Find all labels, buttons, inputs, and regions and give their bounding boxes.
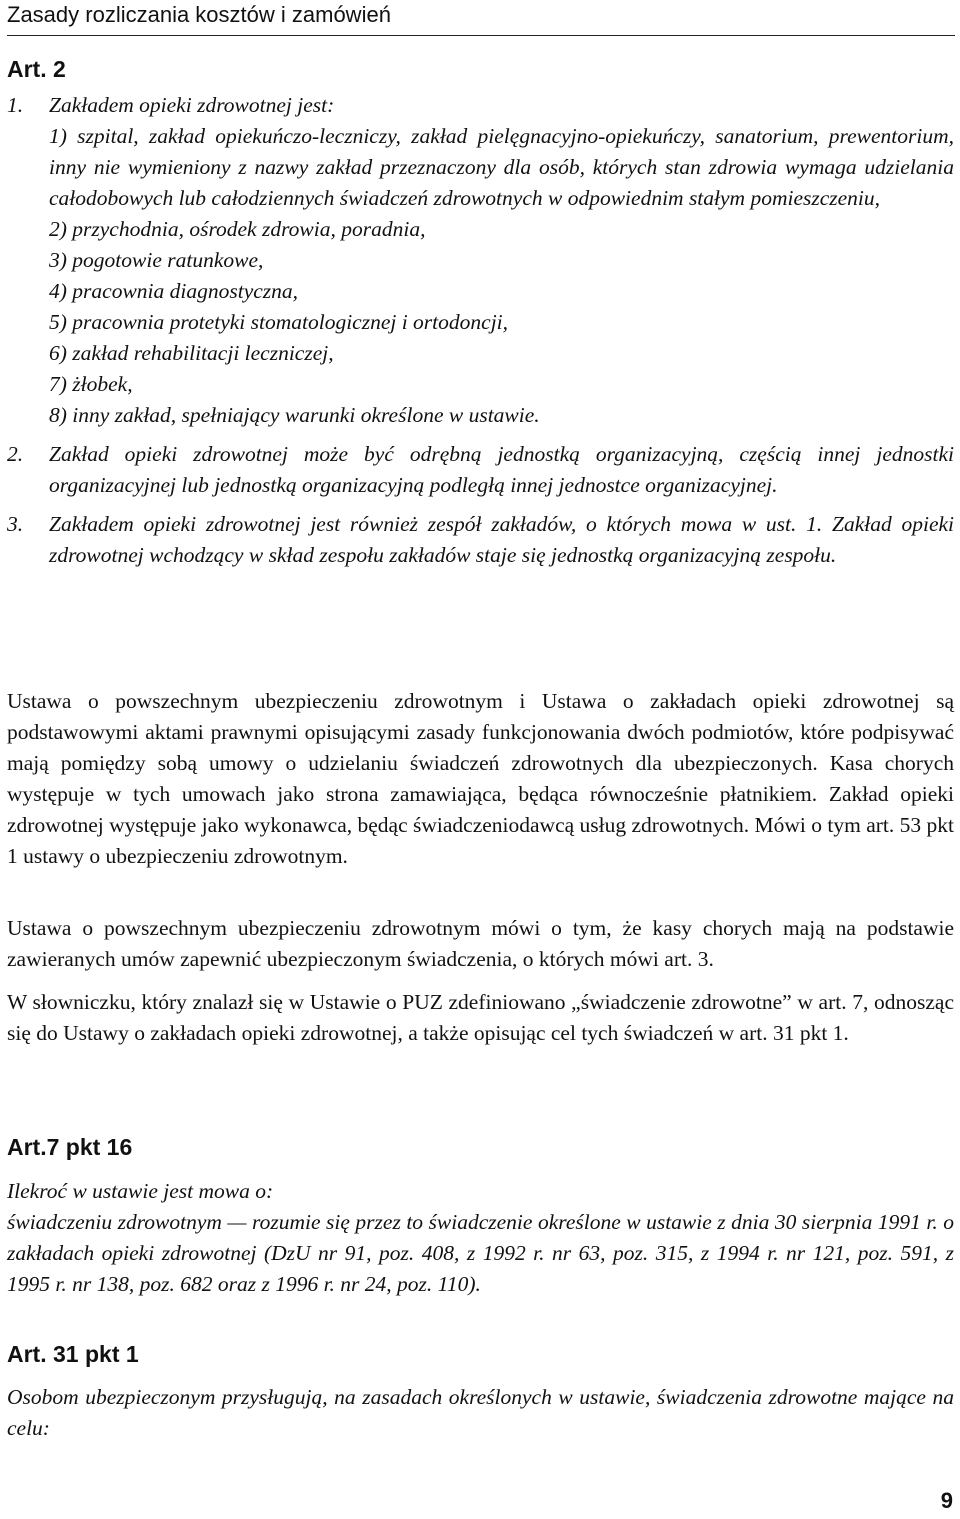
list-item: 3) pogotowie ratunkowe, <box>49 248 264 272</box>
list-item: 4) pracownia diagnostyczna, <box>49 279 299 303</box>
list-item: 2) przychodnia, ośrodek zdrowia, poradnia, <box>49 217 426 241</box>
running-header-title: Zasady rozliczania kosztów i zamówień <box>7 2 391 27</box>
paragraph-text: Ustawa o powszechnym ubezpieczeniu zdrowotnym mówi o tym, że kasy chorych mają na podstawie zawieranych umów zapewnić ubezpieczonym świadczenia, o których mówi art. 3. <box>7 916 954 971</box>
art2-paragraph-3 <box>7 509 954 571</box>
body-paragraph-2 <box>7 913 954 975</box>
list-item: 5) pracownia protetyki stomatologicznej i ortodoncji, <box>49 310 509 334</box>
art31-body <box>7 1382 954 1444</box>
list-item: 7) żłobek, <box>49 372 133 396</box>
art2-body <box>7 90 954 571</box>
paragraph-number: 3. <box>7 512 24 536</box>
paragraph-text: Ustawa o powszechnym ubezpieczeniu zdrowotnym i Ustawa o zakładach opieki zdrowotnej są podstawowymi aktami prawnymi opisującymi zasady funkcjonowania dwóch podmiotów, które podpisywać mają pomiędzy sobą umowy o udzielaniu świadczeń zdrowotnych dla ubezpieczonych. Kasa chorych występuje w tych umowach jako strona zamawiająca, będąca równocześnie płatnikiem. Zakład opieki zdrowotnej występuje jako wykonawca, będąc świadczeniodawcą usług zdrowotnych. Mówi o tym art. 53 pkt 1 ustawy o ubezpieczeniu zdrowotnym. <box>7 689 954 868</box>
list-item: 6) zakład rehabilitacji leczniczej, <box>49 341 334 365</box>
art2-heading: Art. 2 <box>7 56 66 82</box>
art7-heading: Art.7 pkt 16 <box>7 1134 133 1160</box>
paragraph-lead: Zakładem opieki zdrowotnej jest: <box>49 93 335 117</box>
paragraph-text: Zakład opieki zdrowotnej może być odrębną jednostką organizacyjną, częścią innej jednostki organizacyjnej lub jednostką organizacyjną podległą innej jednostce organizacyjnej. <box>49 442 954 497</box>
paragraph-number: 1. <box>7 93 24 117</box>
art7-body <box>7 1176 954 1300</box>
page-number: 9 <box>940 1488 953 1513</box>
list-item: 8) inny zakład, spełniający warunki określone w ustawie. <box>49 403 540 427</box>
art2-list <box>49 121 954 431</box>
art31-text: Osobom ubezpieczonym przysługują, na zasadach określonych w ustawie, świadczenia zdrowotne mające na celu: <box>7 1385 954 1440</box>
art31-heading: Art. 31 pkt 1 <box>7 1341 139 1367</box>
art7-text: świadczeniu zdrowotnym — rozumie się przez to świadczenie określone w ustawie z dnia 30 sierpnia 1991 r. o zakładach opieki zdrowotnej (DzU nr 91, poz. 408, z 1992 r. nr 63, poz. 315, z 1994 r. nr 121, poz. 591, z 1995 r. nr 138, poz. 682 oraz z 1996 r. nr 24, poz. 110). <box>7 1210 954 1296</box>
body-paragraph-3 <box>7 987 954 1049</box>
art2-paragraph-2 <box>7 439 954 501</box>
body-paragraph-1 <box>7 686 954 872</box>
paragraph-text: W słowniczku, który znalazł się w Ustawie o PUZ zdefiniowano „świadczenie zdrowotne” w art. 7, odnosząc się do Ustawy o zakładach opieki zdrowotnej, a także opisując cel tych świadczeń w art. 31 pkt 1. <box>7 990 954 1045</box>
paragraph-text: Zakładem opieki zdrowotnej jest również zespół zakładów, o których mowa w ust. 1. Zakład opieki zdrowotnej wchodzący w skład zespołu zakładów staje się jednostką organizacyjną zespołu. <box>49 512 954 567</box>
art2-paragraph-1 <box>7 90 954 121</box>
paragraph-number: 2. <box>7 442 24 466</box>
art7-lead: Ilekroć w ustawie jest mowa o: <box>7 1179 274 1203</box>
list-item: 1) szpital, zakład opiekuńczo-leczniczy, zakład pielęgnacyjno-opiekuńczy, sanatorium, prewentorium, inny nie wymieniony z nazwy zakład przeznaczony dla osób, których stan zdrowia wymaga udzielania całodobowych lub całodziennych świadczeń zdrowotnych w odpowiednim stałym pomieszczeniu, <box>49 124 954 210</box>
header-rule <box>7 35 955 36</box>
